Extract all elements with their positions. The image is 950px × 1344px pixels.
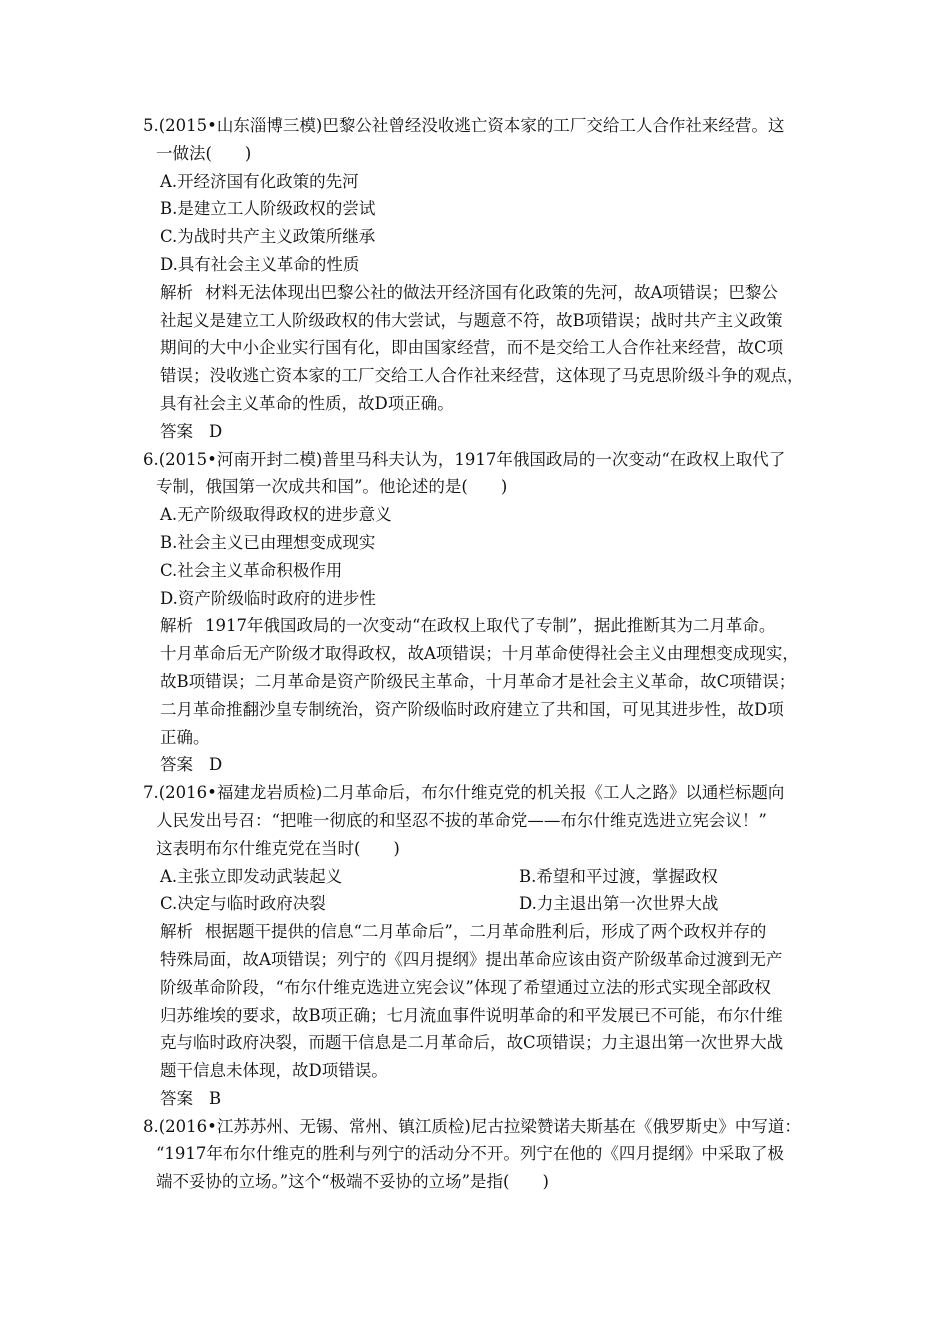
explanation-line: 错误；没收逃亡资本家的工厂交给工人合作社来经营，这体现了马克思阶级斗争的观点， [160,366,804,386]
option-a: A.开经济国有化政策的先河 [160,171,359,191]
question-7 [143,779,823,1113]
option-d: D.具有社会主义革命的性质 [160,254,360,274]
question-stem-line: 5.(2015•山东淄博三模)巴黎公社曾经没收逃亡资本家的工厂交给工人合作社来经营。这 [143,116,785,135]
explanation-text: 材料无法体现出巴黎公社的做法开经济国有化政策的先河，故A项错误；巴黎公 [205,282,778,302]
question-stem-line: 专制，俄国第一次成共和国”。他论述的是( ) [156,477,508,497]
explanation-line: 社起义是建立工人阶级政权的伟大尝试，与题意不符，故B项错误；战时共产主义政策 [160,310,783,330]
answer-value: D [209,421,223,441]
question-stem-line: 8.(2016•江苏苏州、无锡、常州、镇江质检)尼古拉梁赞诺夫斯基在《俄罗斯史》中写道： [143,1116,801,1136]
option-b: B.是建立工人阶级政权的尝试 [160,199,376,219]
option-a: A.主张立即发动武装起义 [160,866,343,886]
explanation-line: 十月革命后无产阶级才取得政权，故A项错误；十月革命使得社会主义由理想变成现实， [160,644,799,664]
explanation-line: 题干信息未体现，故D项错误。 [160,1061,388,1081]
explanation-line: 正确。 [160,727,210,747]
explanation-text: 1917年俄国政局的一次变动“在政权上取代了专制”，据此推断其为二月革命。 [205,616,776,636]
answer-line [143,1085,823,1113]
option-row [143,890,823,918]
option-a: A.无产阶级取得政权的进步意义 [160,505,392,525]
explanation-label: 解析 [160,616,193,636]
question-stem-line: “1917年布尔什维克的胜利与列宁的活动分不开。列宁在他的《四月提纲》中采取了极 [156,1144,784,1164]
answer-label: 答案 [160,1088,193,1108]
option-c: C.为战时共产主义政策所继承 [160,227,376,247]
option-d: D.力主退出第一次世界大战 [519,894,719,914]
question-stem-line: 这表明布尔什维克党在当时( ) [156,838,400,858]
explanation-line: 具有社会主义革命的性质，故D项正确。 [160,393,454,413]
explanation-line: 克与临时政府决裂，而题干信息是二月革命后，故C项错误；力主退出第一次世界大战 [160,1033,784,1053]
explanation-label: 解析 [160,922,193,942]
explanation-line: 特殊局面，故A项错误；列宁的《四月提纲》提出革命应该由资产阶级革命过渡到无产 [160,949,783,969]
explanation-line [143,612,823,640]
option-c: C.决定与临时政府决裂 [160,894,326,914]
explanation-text: 根据题干提供的信息“二月革命后”，二月革命胜利后，形成了两个政权并存的 [205,922,767,942]
option-b: B.希望和平过渡，掌握政权 [519,866,718,886]
option-b: B.社会主义已由理想变成现实 [160,532,376,552]
explanation-line: 期间的大中小企业实行国有化，即由国家经营，而不是交给工人合作社来经营，故C项 [160,338,784,358]
question-stem-line: 7.(2016•福建龙岩质检)二月革命后，布尔什维克党的机关报《工人之路》以通栏标题向 [143,783,785,803]
option-c: C.社会主义革命积极作用 [160,560,343,580]
answer-line [143,418,823,446]
explanation-line: 阶级革命阶段，“布尔什维克选进立宪会议”体现了希望通过立法的形式实现全部政权 [160,977,771,997]
question-stem-line: 一做法( ) [156,143,252,163]
explanation-line [143,279,823,307]
option-d: D.资产阶级临时政府的进步性 [160,588,376,608]
answer-value: B [209,1088,222,1108]
question-6 [143,446,823,780]
answer-label: 答案 [160,755,193,775]
explanation-line: 归苏维埃的要求，故B项正确；七月流血事件说明革命的和平发展已不可能，布尔什维 [160,1005,783,1025]
explanation-label: 解析 [160,282,193,302]
answer-value: D [209,755,223,775]
explanation-line: 二月革命推翻沙皇专制统治，资产阶级临时政府建立了共和国，可见其进步性，故D项 [160,699,784,719]
answer-label: 答案 [160,421,193,441]
question-5 [143,112,823,446]
question-stem-line: 6.(2015•河南开封二模)普里马科夫认为，1917年俄国政局的一次变动“在政权上取代了 [143,449,786,469]
answer-line [143,751,823,779]
explanation-line [143,918,823,946]
option-row [143,863,823,891]
question-stem-line: 人民发出号召：“把唯一彻底的和坚忍不拔的革命党——布尔什维克选进立宪会议！” [156,810,767,830]
question-8 [143,1113,823,1196]
question-stem-line: 端不妥协的立场。”这个“极端不妥协的立场”是指( ) [156,1172,549,1192]
page-content [143,112,823,1196]
explanation-line: 故B项错误；二月革命是资产阶级民主革命，十月革命才是社会主义革命，故C项错误； [160,671,796,691]
